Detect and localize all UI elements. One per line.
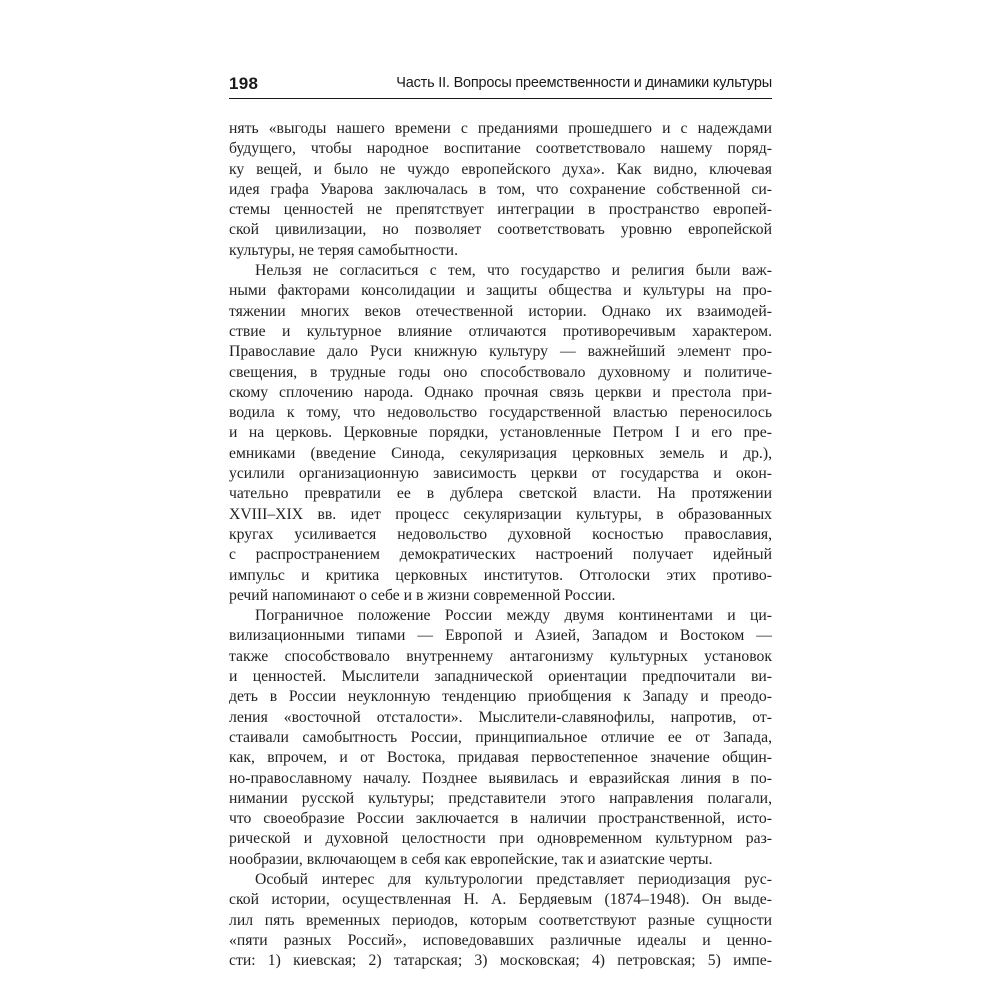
text-line: скому сплочению народа. Однако прочная связь церкви и престола при- [229,383,772,401]
text-line: Пограничное положение России между двумя континентами и ци- [255,607,772,625]
text-line: рической и духовной целостности при одновременном культурном раз- [229,830,772,848]
text-line: Православие дало Руси книжную культуру — важнейший элемент про- [229,343,772,361]
running-head-title: Часть II. Вопросы преемственности и динамики культуры [396,75,772,91]
text-line: ления «восточной отсталости». Мыслители-славянофилы, напротив, от- [229,708,772,726]
text-line: деть в России неуклонную тенденцию приобщения к Западу и преодо- [229,688,772,706]
text-line: нимании русской культуры; представители этого направления полагали, [229,789,772,807]
text-line: нять «выгоды нашего времени с преданиями прошедшего и с надеждами [229,120,772,137]
page-number: 198 [229,74,259,93]
text-line: нообразии, включающем в себя как европейские, так и азиатские черты. [229,850,713,868]
text-line: лил пять временных периодов, которым соответствуют разные сущности [229,911,772,929]
text-line: будущего, чтобы народное воспитание соответствовало нашему поряд- [229,140,772,158]
text-line: водила к тому, что недовольство государственной властью переносилось [229,404,772,422]
text-line: «пяти разных Россий», исповедовавших различные идеалы и ценно- [229,931,772,949]
text-line: ской истории, осуществленная Н. А. Бердяевым (1874–1948). Он выде- [229,891,772,909]
paragraph-2 [229,261,772,606]
text-line: стемы ценностей не препятствует интеграции в пространство европей- [229,201,772,219]
text-line: речий напоминают о себе и в жизни современной России. [229,586,616,604]
text-line: сти: 1) киевская; 2) татарская; 3) московская; 4) петровская; 5) импе- [229,952,772,970]
text-line: Нельзя не согласиться с тем, что государство и религия были важ- [255,262,772,280]
running-head [229,72,772,99]
text-line: XVIII–XIX вв. идет процесс секуляризации культуры, в образованных [229,505,772,523]
paragraph-4 [229,870,772,971]
body-text [229,119,772,971]
text-line: также способствовало внутреннему антагонизму культурных установок [229,647,772,665]
text-line: и на церковь. Церковные порядки, установленные Петром I и его пре- [229,424,772,442]
paragraph-3 [229,606,772,870]
text-line: с распространением демократических настроений получает идейный [229,546,772,564]
text-line: что своеобразие России заключается в наличии пространственной, исто- [229,810,772,828]
text-line: импульс и критика церковных институтов. Отголоски этих противо- [229,566,772,584]
text-line: усилили организационную зависимость церкви от государства и окон- [229,465,772,483]
text-line: как, впрочем, и от Востока, придавая первостепенное значение общин- [229,749,772,767]
text-line: кругах усиливается недовольство духовной косностью православия, [229,525,772,543]
text-line: идея графа Уварова заключалась в том, что сохранение собственной си- [229,180,772,198]
text-line: свещения, в трудные годы оно способствовало духовному и политиче- [229,363,772,381]
text-line: ными факторами консолидации и защиты общества и культуры на про- [229,282,772,300]
text-line: но-православному началу. Позднее выявилась и евразийская линия в по- [229,769,772,787]
text-line: Особый интерес для культурологии представляет периодизация рус- [255,870,772,888]
text-line: культуры, не теряя самобытности. [229,241,458,259]
paragraph-1 [229,119,772,261]
text-line: тяжении многих веков отечественной истории. Однако их взаимодей- [229,302,772,320]
text-line: ку вещей, и было не чуждо европейского духа». Как видно, ключевая [229,160,772,178]
text-line: ской цивилизации, но позволяет соответствовать уровню европейской [229,221,772,239]
text-line: стаивали самобытность России, принципиальное отличие ее от Запада, [229,728,772,746]
text-line: ствие и культурное влияние отличаются противоречивым характером. [229,322,772,340]
text-line: чательно превратили ее в дублера светской власти. На протяжении [229,485,772,503]
text-line: и ценностей. Мыслители западнической ориентации предпочитали ви- [229,668,772,686]
text-line: вилизационными типами — Европой и Азией, Западом и Востоком — [229,627,772,645]
text-line: емниками (введение Синода, секуляризация церковных земель и др.), [229,444,772,462]
